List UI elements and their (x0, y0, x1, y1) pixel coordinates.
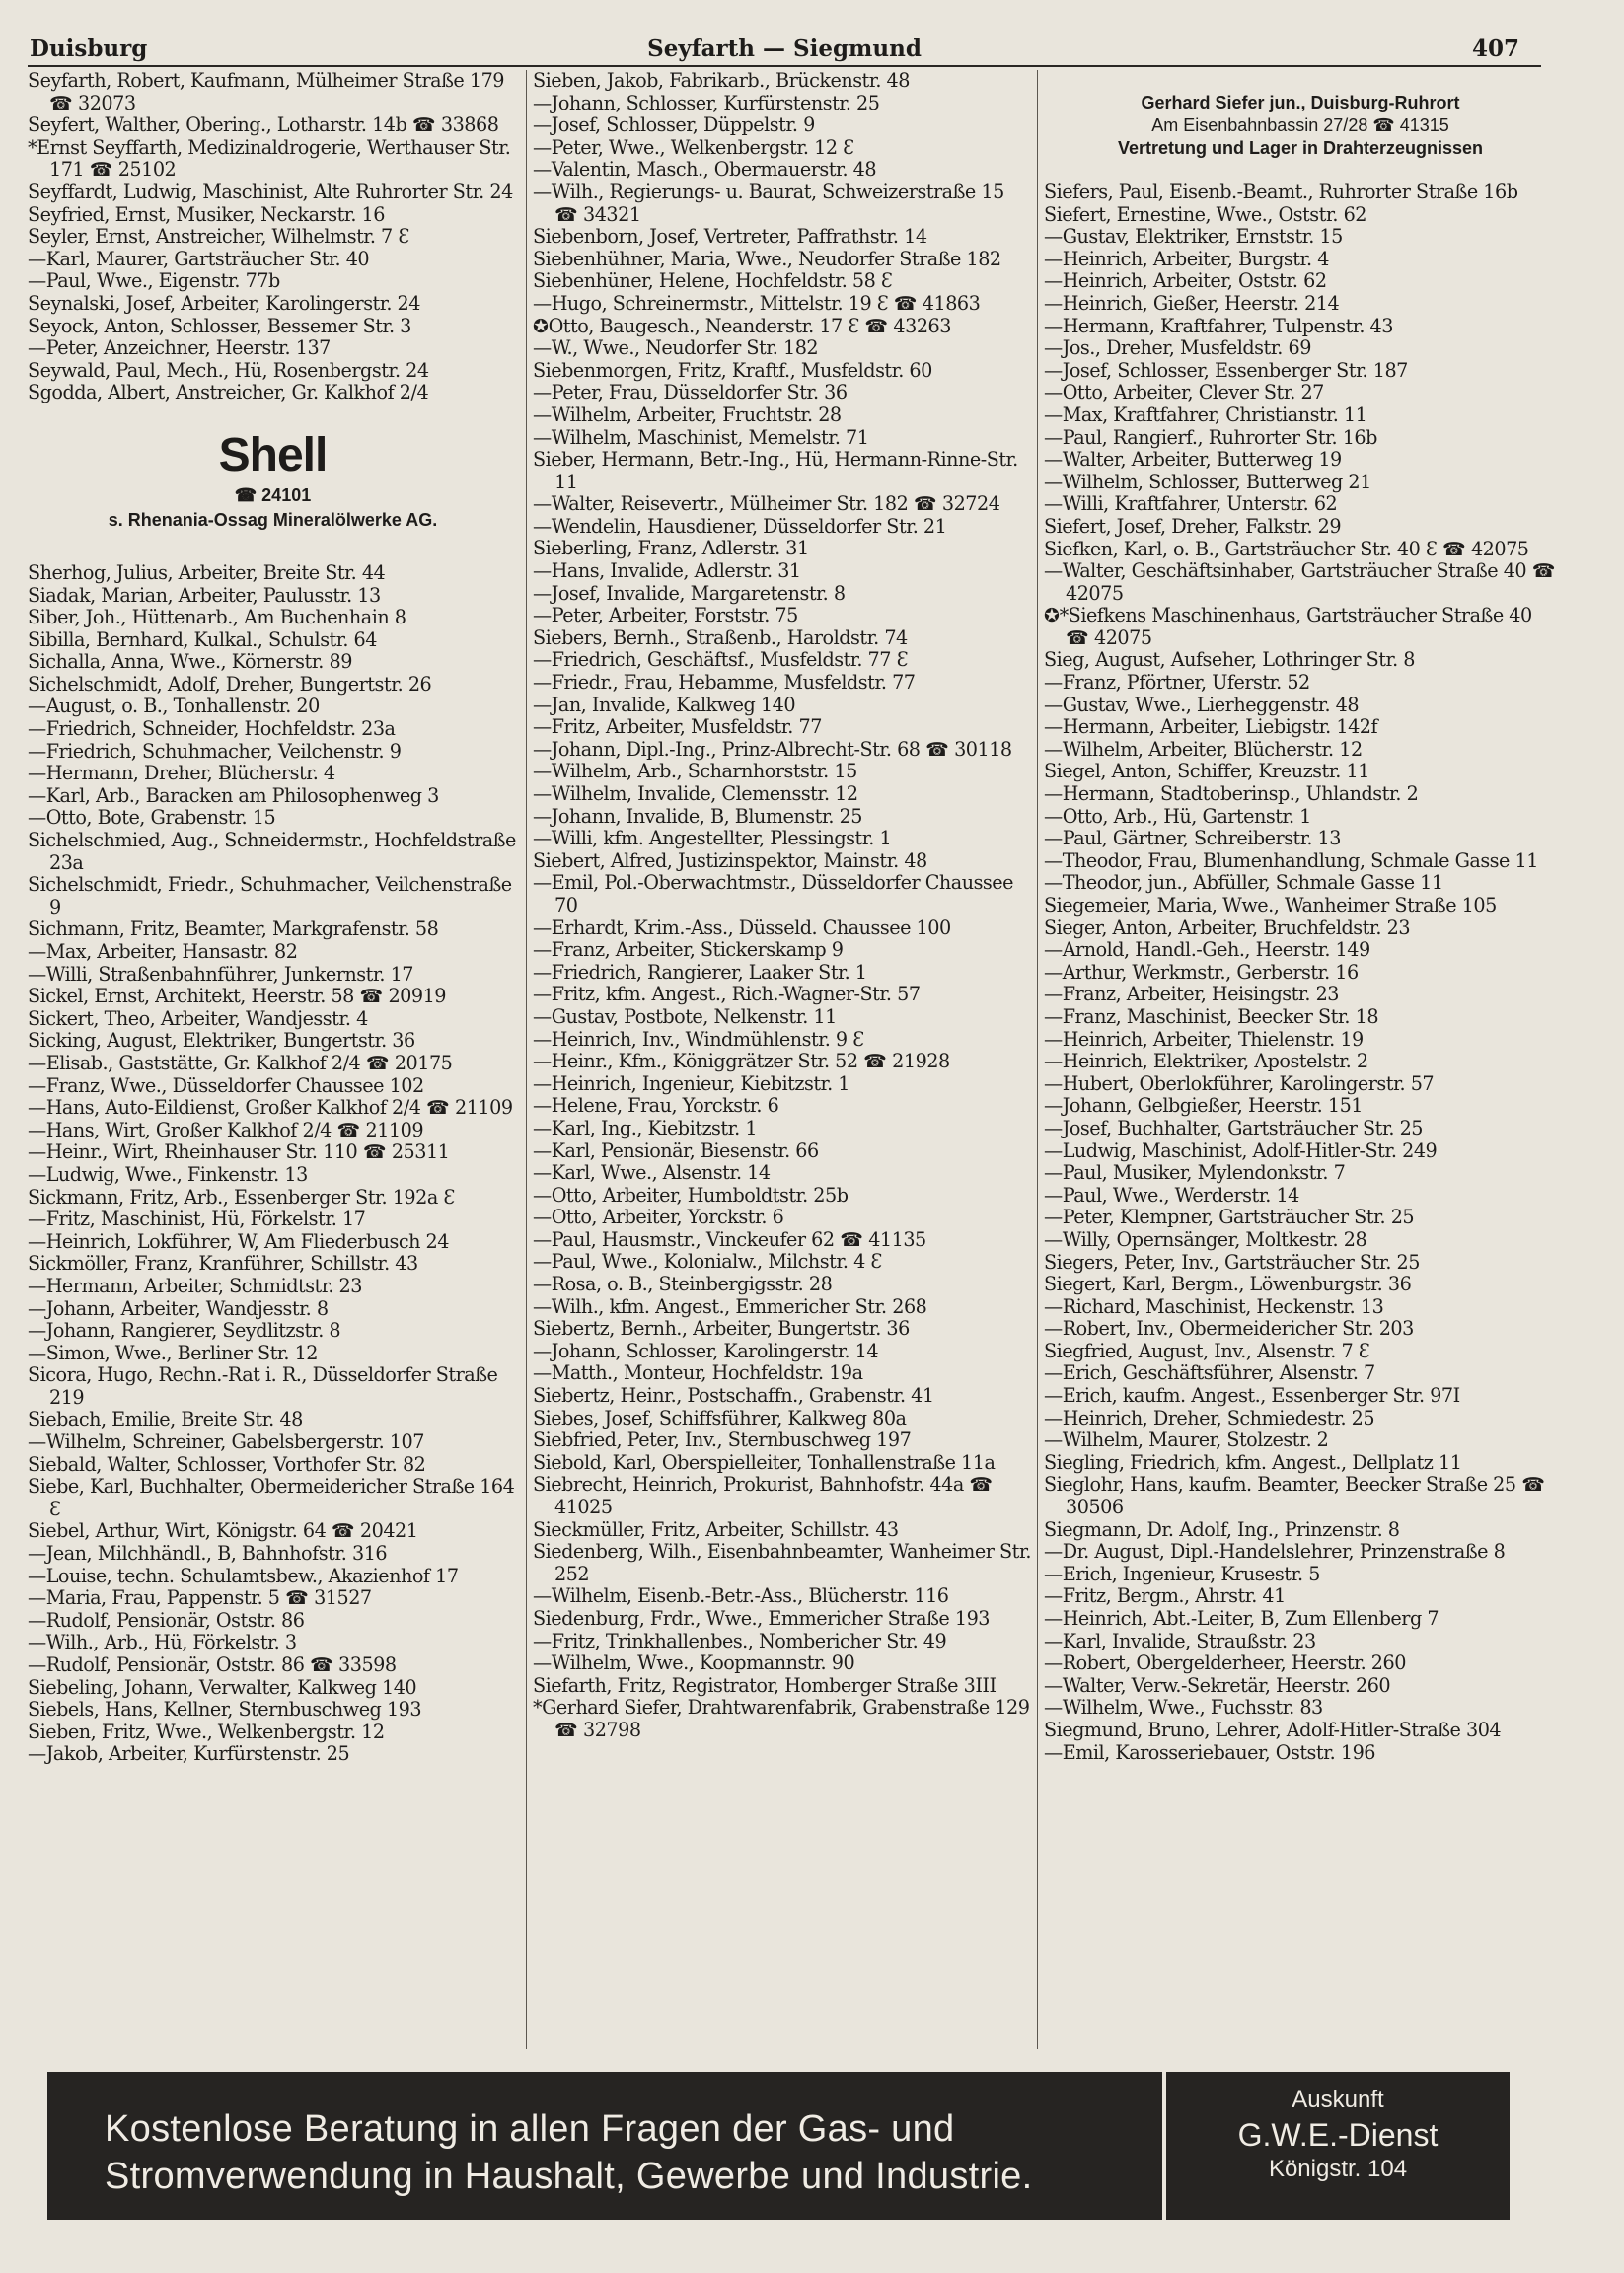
directory-entry: Siegling, Friedrich, kfm. Angest., Dellplatz 11 (1044, 1450, 1462, 1474)
directory-entry: —Hans, Wirt, Großer Kalkhof 2/4 ☎ 21109 (28, 1118, 424, 1141)
directory-entry: —Walter, Verw.-Sekretär, Heerstr. 260 (1044, 1673, 1391, 1697)
directory-entry: —Johann, Arbeiter, Wandjesstr. 8 (28, 1296, 329, 1320)
directory-entry: Sieben, Jakob, Fabrikarb., Brückenstr. 48 (533, 70, 910, 92)
directory-entry: Siefert, Josef, Dreher, Falkstr. 29 (1044, 514, 1342, 538)
directory-entry: —Peter, Frau, Düsseldorfer Str. 36 (533, 381, 848, 404)
directory-entry: —Walter, Reisevertr., Mülheimer Str. 182 ☎ 32724 (533, 492, 1000, 516)
directory-entry: —Erhardt, Krim.-Ass., Düsseld. Chaussee 100 (533, 916, 951, 939)
directory-entry: Sickel, Ernst, Architekt, Heerstr. 58 ☎ 20919 (28, 985, 446, 1008)
directory-entry: Sieger, Anton, Arbeiter, Bruchfeldstr. 23 (1044, 916, 1411, 939)
directory-entry: —Johann, Gelbgießer, Heerstr. 151 (1044, 1094, 1364, 1118)
directory-entry: Sickmöller, Franz, Kranführer, Schillstr. 43 (28, 1252, 418, 1276)
directory-entry: —Karl, Invalide, Straußstr. 23 (1044, 1629, 1316, 1652)
directory-entry: Seyfarth, Robert, Kaufmann, Mülheimer Straße 179 ☎ 32073 (28, 70, 504, 114)
directory-entry: —Ludwig, Wwe., Finkenstr. 13 (28, 1162, 308, 1186)
directory-entry: —Wilhelm, Arbeiter, Fruchtstr. 28 (533, 403, 842, 426)
directory-entry: Siegfried, August, Inv., Alsenstr. 7 Ɛ (1044, 1339, 1370, 1362)
directory-entry: Seyfried, Ernst, Musiker, Neckarstr. 16 (28, 202, 385, 226)
directory-entry: Seyfert, Walther, Obering., Lotharstr. 14b ☎ 33868 (28, 113, 499, 137)
directory-entry: —Johann, Rangierer, Seydlitzstr. 8 (28, 1319, 341, 1343)
directory-entry: Sherhog, Julius, Arbeiter, Breite Str. 44 (28, 560, 386, 584)
column-3-entries (1044, 182, 1557, 1764)
directory-entry: —Wilhelm, Eisenb.-Betr.-Ass., Blücherstr. 116 (533, 1584, 949, 1608)
directory-entry: *Gerhard Siefer, Drahtwarenfabrik, Grabenstraße 129 ☎ 32798 (533, 1696, 1030, 1741)
directory-entry: —Louise, techn. Schulamtsbew., Akazienhof 17 (28, 1564, 459, 1587)
directory-entry: —Wendelin, Hausdiener, Düsseldorfer Str. 21 (533, 514, 947, 538)
column-2 (533, 70, 1031, 2051)
column-3 (1044, 70, 1557, 2051)
directory-entry: —Heinrich, Arbeiter, Burgstr. 4 (1044, 247, 1329, 270)
directory-entry: —Heinrich, Inv., Windmühlenstr. 9 Ɛ (533, 1027, 864, 1051)
directory-entry: Siebels, Hans, Kellner, Sternbuschweg 193 (28, 1698, 422, 1722)
directory-entry: Siadak, Marian, Arbeiter, Paulusstr. 13 (28, 583, 381, 607)
directory-entry: —Otto, Arb., Hü, Gartenstr. 1 (1044, 804, 1311, 828)
directory-entry: —Rudolf, Pensionär, Oststr. 86 (28, 1608, 305, 1632)
directory-entry: —Heinr., Kfm., Königgrätzer Str. 52 ☎ 21928 (533, 1050, 950, 1073)
directory-entry: Sichelschmidt, Adolf, Dreher, Bungertstr. 26 (28, 672, 432, 696)
column-1 (28, 70, 518, 2051)
directory-entry: Siber, Joh., Hüttenarb., Am Buchenhain 8 (28, 606, 406, 629)
directory-entry: Siegert, Karl, Bergm., Löwenburgstr. 36 (1044, 1273, 1412, 1296)
directory-entry: —Erich, Ingenieur, Krusestr. 5 (1044, 1562, 1320, 1585)
directory-entry: —Friedrich, Schuhmacher, Veilchenstr. 9 (28, 739, 402, 763)
directory-entry: —Peter, Wwe., Welkenbergstr. 12 Ɛ (533, 135, 854, 159)
directory-entry: —Heinrich, Arbeiter, Oststr. 62 (1044, 269, 1327, 293)
directory-entry: —Simon, Wwe., Berliner Str. 12 (28, 1341, 318, 1364)
directory-entry: Sieg, August, Aufseher, Lothringer Str. 8 (1044, 648, 1415, 672)
directory-entry: —Hugo, Schreinermstr., Mittelstr. 19 Ɛ ☎ 41863 (533, 291, 981, 315)
directory-entry: —Peter, Arbeiter, Forststr. 75 (533, 604, 798, 627)
directory-entry: —Wilhelm, Arb., Scharnhorststr. 15 (533, 760, 857, 783)
directory-entry: —Hermann, Stadtoberinsp., Uhlandstr. 2 (1044, 782, 1419, 806)
directory-entry: —Jos., Dreher, Musfeldstr. 69 (1044, 336, 1311, 360)
directory-entry: —Paul, Wwe., Werderstr. 14 (1044, 1183, 1299, 1207)
directory-entry: —Paul, Gärtner, Schreiberstr. 13 (1044, 827, 1341, 850)
directory-entry: Sicora, Hugo, Rechn.-Rat i. R., Düsseldorfer Straße 219 (28, 1363, 498, 1409)
directory-entry: —Wilhelm, Maschinist, Memelstr. 71 (533, 425, 869, 449)
directory-entry: Siebenhüner, Helene, Hochfeldstr. 58 Ɛ (533, 269, 893, 293)
directory-entry: Sieglohr, Hans, kaufm. Beamter, Beecker Straße 25 ☎ 30506 (1044, 1473, 1545, 1519)
directory-entry: Seyler, Ernst, Anstreicher, Wilhelmstr. 7 Ɛ (28, 225, 409, 249)
directory-entry: Siefken, Karl, o. B., Gartsträucher Str. 40 Ɛ ☎ 42075 (1044, 537, 1529, 560)
directory-entry: Siegmund, Bruno, Lehrer, Adolf-Hitler-Straße 304 (1044, 1718, 1502, 1741)
directory-entry: —W., Wwe., Neudorfer Str. 182 (533, 336, 819, 360)
directory-entry: Sichelschmidt, Friedr., Schuhmacher, Veilchenstraße 9 (28, 873, 512, 918)
directory-entry: —Dr. August, Dipl.-Handelslehrer, Prinzenstraße 8 (1044, 1540, 1506, 1564)
directory-entry: —Hermann, Arbeiter, Schmidtstr. 23 (28, 1274, 362, 1297)
directory-entry: —Johann, Schlosser, Kurfürstenstr. 25 (533, 91, 880, 114)
directory-entry: —Hans, Auto-Eildienst, Großer Kalkhof 2/4 ☎ 21109 (28, 1096, 513, 1120)
directory-entry: —Gustav, Postbote, Nelkenstr. 11 (533, 1004, 837, 1028)
directory-entry: —Wilh., Regierungs- u. Baurat, Schweizerstraße 15 ☎ 34321 (533, 180, 1004, 226)
directory-entry: Siebertz, Bernh., Arbeiter, Bungertstr. 36 (533, 1317, 910, 1341)
directory-entry: —Helene, Frau, Yorckstr. 6 (533, 1094, 779, 1118)
directory-entry: —Peter, Anzeichner, Heerstr. 137 (28, 336, 331, 360)
directory-entry: —Peter, Klempner, Gartsträucher Str. 25 (1044, 1206, 1415, 1229)
directory-entry: —Wilh., kfm. Angest., Emmericher Str. 268 (533, 1294, 927, 1318)
directory-entry: —Johann, Schlosser, Karolingerstr. 14 (533, 1339, 879, 1362)
directory-entry: —Karl, Arb., Baracken am Philosophenweg 3 (28, 783, 439, 807)
directory-entry: —Rudolf, Pensionär, Oststr. 86 ☎ 33598 (28, 1653, 397, 1676)
directory-entry: Siebrecht, Heinrich, Prokurist, Bahnhofstr. 44a ☎ 41025 (533, 1473, 993, 1518)
directory-entry: Sichalla, Anna, Wwe., Körnerstr. 89 (28, 650, 352, 674)
directory-entry: Siebold, Karl, Oberspielleiter, Tonhallenstraße 11a (533, 1450, 996, 1474)
directory-entry: —Emil, Pol.-Oberwachtmstr., Düsseldorfer Chaussee 70 (533, 871, 1013, 917)
directory-entry: Sicking, August, Elektriker, Bungertstr. 36 (28, 1029, 415, 1053)
directory-entry: —Heinrich, Ingenieur, Kiebitzstr. 1 (533, 1071, 850, 1095)
header-city: Duisburg (30, 36, 148, 62)
directory-entry: —Gustav, Elektriker, Ernststr. 15 (1044, 225, 1343, 249)
directory-entry: Siebenmorgen, Fritz, Kraftf., Musfeldstr. 60 (533, 358, 932, 382)
directory-entry: —Friedr., Frau, Hebamme, Musfeldstr. 77 (533, 671, 916, 695)
directory-entry: —Friedrich, Geschäftsf., Musfeldstr. 77 Ɛ (533, 648, 909, 672)
directory-entry: —Jakob, Arbeiter, Kurfürstenstr. 25 (28, 1742, 350, 1766)
directory-entry: —Josef, Invalide, Margaretenstr. 8 (533, 581, 846, 605)
directory-entry: Siebfried, Peter, Inv., Sternbuschweg 197 (533, 1429, 912, 1452)
directory-entry: Siegmann, Dr. Adolf, Ing., Prinzenstr. 8 (1044, 1517, 1400, 1541)
directory-entry: Sieber, Hermann, Betr.-Ing., Hü, Hermann-Rinne-Str. 11 (533, 448, 1018, 493)
directory-entry: —August, o. B., Tonhallenstr. 20 (28, 695, 320, 718)
directory-entry: —Josef, Schlosser, Düppelstr. 9 (533, 113, 815, 137)
directory-entry: —Heinrich, Abt.-Leiter, B, Zum Ellenberg 7 (1044, 1607, 1439, 1630)
directory-entry: —Elisab., Gaststätte, Gr. Kalkhof 2/4 ☎ 20175 (28, 1051, 453, 1074)
directory-entry: —Hermann, Arbeiter, Liebigstr. 142f (1044, 715, 1378, 739)
siefer-ad-tagline: Vertretung und Lager in Drahterzeugnissen (1117, 138, 1484, 158)
directory-entry: Siebes, Josef, Schiffsführer, Kalkweg 80a (533, 1406, 907, 1430)
directory-entry: —Arthur, Werkmstr., Gerberstr. 16 (1044, 960, 1359, 984)
directory-entry: Siebeling, Johann, Verwalter, Kalkweg 140 (28, 1675, 417, 1699)
directory-entry: —Hermann, Kraftfahrer, Tulpenstr. 43 (1044, 314, 1393, 337)
directory-entry: Siebel, Arthur, Wirt, Königstr. 64 ☎ 20421 (28, 1519, 418, 1543)
directory-entry: Siegemeier, Maria, Wwe., Wanheimer Straße 105 (1044, 894, 1497, 917)
header-name-range: Seyfarth — Siegmund (647, 36, 922, 62)
directory-entry: Sieben, Fritz, Wwe., Welkenbergstr. 12 (28, 1720, 385, 1743)
directory-entry: —Theodor, jun., Abfüller, Schmale Gasse 11 (1044, 871, 1443, 895)
page-header (28, 30, 1541, 67)
siefer-ad-address: Am Eisenbahnbassin 27/28 ☎ 41315 (1151, 115, 1449, 135)
shell-company: s. Rhenania-Ossag Mineralölwerke AG. (108, 509, 438, 530)
directory-entry: —Richard, Maschinist, Heckenstr. 13 (1044, 1294, 1384, 1318)
directory-entry: —Wilhelm, Arbeiter, Blücherstr. 12 (1044, 737, 1363, 761)
directory-entry: Siebald, Walter, Schlosser, Vorthofer Str. 82 (28, 1452, 426, 1476)
directory-entry: —Friedrich, Rangierer, Laaker Str. 1 (533, 960, 867, 984)
directory-entry: Sibilla, Bernhard, Kulkal., Schulstr. 64 (28, 627, 377, 651)
directory-entry: Sieckmüller, Fritz, Arbeiter, Schillstr. 43 (533, 1517, 899, 1541)
directory-entry: —Johann, Dipl.-Ing., Prinz-Albrecht-Str. 68 ☎ 30118 (533, 737, 1012, 761)
directory-entry: Siebers, Bernh., Straßenb., Haroldstr. 74 (533, 625, 908, 649)
directory-entry: —Willy, Opernsänger, Moltkestr. 28 (1044, 1227, 1367, 1251)
directory-entry: Siebenborn, Josef, Vertreter, Paffrathstr. 14 (533, 225, 927, 249)
directory-entry: —Heinrich, Arbeiter, Thielenstr. 19 (1044, 1027, 1364, 1051)
directory-entry: —Arnold, Handl.-Geh., Heerstr. 149 (1044, 938, 1370, 962)
directory-entry: —Walter, Arbeiter, Butterweg 19 (1044, 448, 1342, 472)
shell-logo: Shell (218, 428, 328, 481)
directory-entry: —Franz, Arbeiter, Heisingstr. 23 (1044, 983, 1339, 1006)
directory-entry: Siegers, Peter, Inv., Gartsträucher Str. 25 (1044, 1250, 1420, 1274)
directory-entry: —Wilhelm, Wwe., Koopmannstr. 90 (533, 1651, 855, 1675)
directory-entry: —Wilhelm, Invalide, Clemensstr. 12 (533, 782, 858, 805)
directory-entry: —Fritz, Trinkhallenbes., Nombericher Str. 49 (533, 1629, 947, 1652)
directory-entry: —Otto, Bote, Grabenstr. 15 (28, 806, 276, 830)
directory-entry: —Karl, Pensionär, Biesenstr. 66 (533, 1138, 819, 1162)
directory-entry: Siedenberg, Wilh., Eisenbahnbeamter, Wanheimer Str. 252 (533, 1540, 1031, 1585)
directory-entry: —Franz, Arbeiter, Stickerskamp 9 (533, 938, 844, 962)
banner-line-1: Kostenlose Beratung in allen Fragen der Gas- und (105, 2108, 955, 2150)
directory-entry: —Matth., Monteur, Hochfeldstr. 19a (533, 1361, 863, 1385)
shell-phone: ☎ 24101 (234, 484, 312, 505)
directory-entry: —Emil, Karosseriebauer, Oststr. 196 (1044, 1740, 1375, 1764)
column-1-entries-bottom (28, 562, 518, 1766)
directory-entry: —Karl, Ing., Kiebitzstr. 1 (533, 1116, 758, 1139)
directory-entry: —Heinrich, Gießer, Heerstr. 214 (1044, 291, 1340, 315)
directory-entry: —Johann, Invalide, B, Blumenstr. 25 (533, 804, 863, 828)
banner-contact-label: Auskunft (1292, 2087, 1384, 2113)
directory-entry: —Max, Kraftfahrer, Christianstr. 11 (1044, 403, 1367, 426)
directory-entry: —Ludwig, Maschinist, Adolf-Hitler-Str. 249 (1044, 1138, 1438, 1162)
directory-entry: —Fritz, Maschinist, Hü, Förkelstr. 17 (28, 1208, 366, 1231)
directory-entry: —Jan, Invalide, Kalkweg 140 (533, 693, 796, 716)
directory-entry: —Fritz, kfm. Angest., Rich.-Wagner-Str. 57 (533, 983, 921, 1006)
directory-entry: Sichmann, Fritz, Beamter, Markgrafenstr. 58 (28, 917, 439, 941)
directory-entry: Siebach, Emilie, Breite Str. 48 (28, 1408, 303, 1431)
directory-entry: —Otto, Arbeiter, Clever Str. 27 (1044, 381, 1324, 404)
directory-entry: —Otto, Arbeiter, Humboldtstr. 25b (533, 1183, 849, 1207)
directory-entry: Siedenburg, Frdr., Wwe., Emmericher Straße 193 (533, 1606, 991, 1630)
directory-entry: —Fritz, Arbeiter, Musfeldstr. 77 (533, 715, 822, 739)
directory-entry: Sichelschmied, Aug., Schneidermstr., Hochfeldstraße 23a (28, 829, 516, 874)
directory-entry: Sgodda, Albert, Anstreicher, Gr. Kalkhof 2/4 (28, 381, 429, 404)
directory-entry: —Franz, Maschinist, Beecker Str. 18 (1044, 1004, 1379, 1028)
directory-entry: —Franz, Pförtner, Uferstr. 52 (1044, 671, 1310, 695)
directory-entry: —Maria, Frau, Pappenstr. 5 ☎ 31527 (28, 1586, 372, 1610)
directory-entry: —Willi, Kraftfahrer, Unterstr. 62 (1044, 492, 1338, 516)
directory-entry: —Wilhelm, Schreiner, Gabelsbergerstr. 107 (28, 1430, 424, 1454)
directory-entry: Siebert, Alfred, Justizinspektor, Mainstr. 48 (533, 848, 927, 872)
directory-entry: —Karl, Maurer, Gartsträucher Str. 40 (28, 247, 370, 270)
directory-entry: —Fritz, Bergm., Ahrstr. 41 (1044, 1584, 1286, 1608)
directory-entry: —Heinrich, Lokführer, W, Am Fliederbusch 24 (28, 1229, 449, 1253)
column-divider (1037, 70, 1038, 2049)
directory-entry: —Otto, Arbeiter, Yorckstr. 6 (533, 1206, 784, 1229)
directory-entry: —Paul, Wwe., Kolonialw., Milchstr. 4 Ɛ (533, 1250, 882, 1274)
column-1-entries-top (28, 70, 518, 404)
directory-entry: Siebertz, Heinr., Postschaffn., Grabenstr. 41 (533, 1384, 934, 1408)
directory-entry: —Wilhelm, Schlosser, Butterweg 21 (1044, 470, 1371, 493)
directory-entry: Seyffardt, Ludwig, Maschinist, Alte Ruhrorter Str. 24 (28, 180, 513, 203)
directory-entry: Siebe, Karl, Buchhalter, Obermeidericher Straße 164 Ɛ (28, 1475, 515, 1520)
directory-entry: Sickert, Theo, Arbeiter, Wandjesstr. 4 (28, 1006, 368, 1030)
directory-entry: —Franz, Wwe., Düsseldorfer Chaussee 102 (28, 1073, 424, 1097)
directory-entry: ✪*Siefkens Maschinenhaus, Gartsträucher Straße 40 ☎ 42075 (1044, 604, 1532, 649)
directory-entry: —Rosa, o. B., Steinbergigsstr. 28 (533, 1273, 833, 1296)
directory-entry: —Max, Arbeiter, Hansastr. 82 (28, 940, 298, 963)
column-divider (526, 70, 527, 2049)
directory-entry: ✪Otto, Baugesch., Neanderstr. 17 Ɛ ☎ 43263 (533, 314, 951, 337)
directory-entry: —Robert, Inv., Obermeidericher Str. 203 (1044, 1317, 1414, 1341)
directory-entry: —Hubert, Oberlokführer, Karolingerstr. 57 (1044, 1071, 1435, 1095)
directory-entry: —Karl, Wwe., Alsenstr. 14 (533, 1161, 771, 1185)
gwe-advertisement-banner (47, 2072, 1510, 2220)
directory-entry: —Heinrich, Dreher, Schmiedestr. 25 (1044, 1406, 1375, 1430)
banner-contact (1166, 2072, 1510, 2220)
directory-entry: *Ernst Seyffarth, Medizinaldrogerie, Werthauser Str. 171 ☎ 25102 (28, 135, 511, 182)
directory-entry: Sieberling, Franz, Adlerstr. 31 (533, 537, 809, 560)
page-number: 407 (1471, 36, 1519, 62)
directory-entry: —Erich, Geschäftsführer, Alsenstr. 7 (1044, 1361, 1375, 1385)
directory-entry: Seywald, Paul, Mech., Hü, Rosenbergstr. 24 (28, 358, 429, 382)
directory-entry: Seyock, Anton, Schlosser, Bessemer Str. 3 (28, 314, 411, 337)
directory-entry: —Hans, Invalide, Adlerstr. 31 (533, 559, 801, 583)
directory-entry: —Friedrich, Schneider, Hochfeldstr. 23a (28, 717, 396, 741)
shell-advertisement (28, 428, 518, 533)
directory-entry: —Willi, Straßenbahnführer, Junkernstr. 17 (28, 962, 414, 986)
directory-entry: —Paul, Hausmstr., Vinckeufer 62 ☎ 41135 (533, 1227, 926, 1251)
directory-entry: —Josef, Schlosser, Essenberger Str. 187 (1044, 358, 1408, 382)
directory-entry: —Paul, Rangierf., Ruhrorter Str. 16b (1044, 425, 1377, 449)
siefer-advertisement (1044, 92, 1557, 160)
directory-entry: —Willi, kfm. Angestellter, Plessingstr. 1 (533, 827, 892, 850)
banner-contact-address: Königstr. 104 (1268, 2156, 1408, 2182)
directory-entry: Siefert, Ernestine, Wwe., Oststr. 62 (1044, 202, 1366, 226)
directory-entry: —Gustav, Wwe., Lierheggenstr. 48 (1044, 693, 1360, 716)
directory-entry: —Heinr., Wirt, Rheinhauser Str. 110 ☎ 25311 (28, 1140, 450, 1164)
directory-entry: Siegel, Anton, Schiffer, Kreuzstr. 11 (1044, 760, 1369, 783)
directory-entry: —Heinrich, Elektriker, Apostelstr. 2 (1044, 1050, 1368, 1073)
banner-text (105, 2105, 1032, 2200)
directory-entry: —Erich, kaufm. Angest., Essenberger Str. 97I (1044, 1384, 1460, 1408)
directory-entry: Siefers, Paul, Eisenb.-Beamt., Ruhrorter Straße 16b (1044, 181, 1518, 203)
directory-entry: —Paul, Wwe., Eigenstr. 77b (28, 269, 280, 293)
directory-entry: —Theodor, Frau, Blumenhandlung, Schmale Gasse 11 (1044, 848, 1538, 872)
banner-line-2: Stromverwendung in Haushalt, Gewerbe und Industrie. (105, 2156, 1033, 2197)
directory-entry: Seynalski, Josef, Arbeiter, Karolingerstr. 24 (28, 291, 420, 315)
directory-entry: Siefarth, Fritz, Registrator, Homberger Straße 3III (533, 1673, 997, 1697)
directory-entry: —Jean, Milchhändl., B, Bahnhofstr. 316 (28, 1542, 388, 1566)
siefer-ad-name: Gerhard Siefer jun., Duisburg-Ruhrort (1141, 93, 1460, 112)
directory-entry: Siebenhühner, Maria, Wwe., Neudorfer Straße 182 (533, 247, 1001, 270)
directory-entry: —Wilhelm, Wwe., Fuchsstr. 83 (1044, 1696, 1323, 1720)
directory-entry: —Josef, Buchhalter, Gartsträucher Str. 25 (1044, 1116, 1424, 1139)
banner-contact-name: G.W.E.-Dienst (1237, 2117, 1439, 2153)
directory-entry: —Wilhelm, Maurer, Stolzestr. 2 (1044, 1429, 1329, 1452)
directory-entry: —Paul, Musiker, Mylendonkstr. 7 (1044, 1161, 1346, 1185)
directory-entry: —Robert, Obergelderheer, Heerstr. 260 (1044, 1651, 1406, 1675)
directory-entry: —Hermann, Dreher, Blücherstr. 4 (28, 762, 335, 785)
directory-entry: —Valentin, Masch., Obermauerstr. 48 (533, 158, 877, 182)
column-2-entries (533, 70, 1031, 1742)
directory-entry: —Wilh., Arb., Hü, Förkelstr. 3 (28, 1631, 297, 1654)
directory-entry: —Walter, Geschäftsinhaber, Gartsträucher Straße 40 ☎ 42075 (1044, 559, 1556, 605)
directory-entry: Sickmann, Fritz, Arb., Essenberger Str. 192a Ɛ (28, 1185, 455, 1209)
